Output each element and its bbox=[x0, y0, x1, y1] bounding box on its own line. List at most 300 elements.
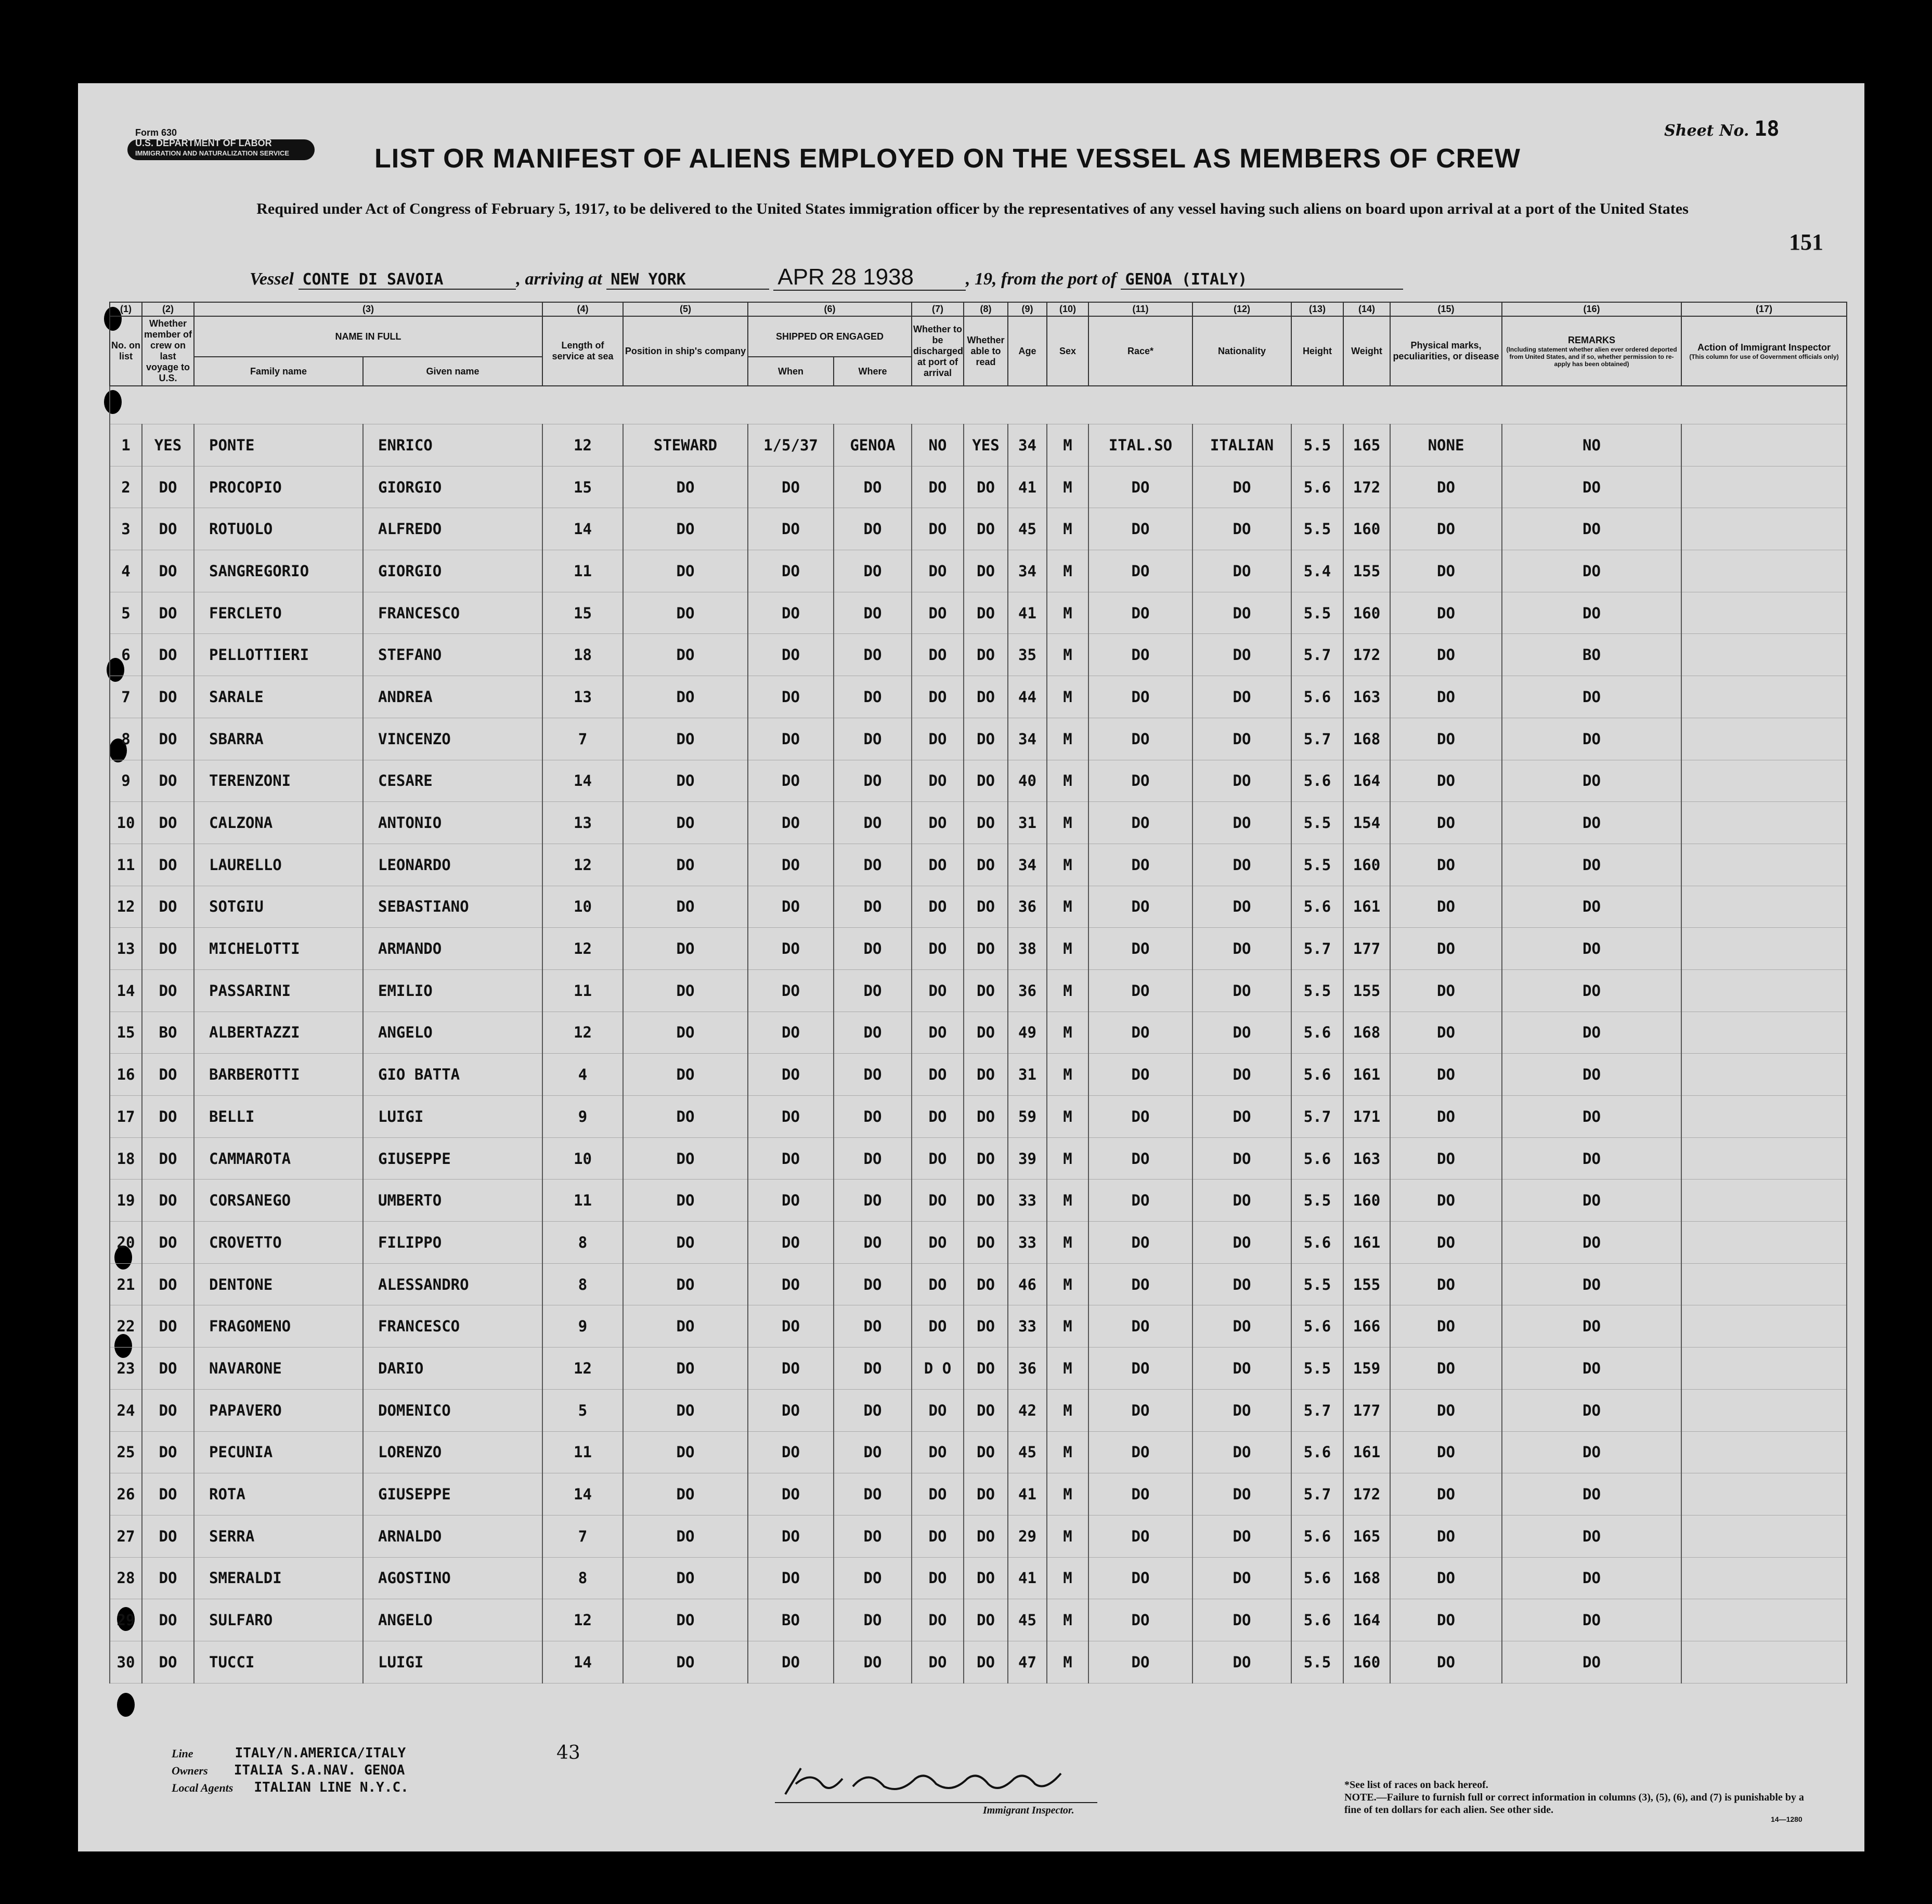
height-cell: 5.5 bbox=[1291, 508, 1343, 550]
shipped-where-cell: DO bbox=[834, 1180, 912, 1222]
service-length-cell: 12 bbox=[542, 844, 623, 886]
page-number: 151 bbox=[1789, 229, 1823, 255]
age-cell: 41 bbox=[1008, 592, 1047, 634]
given-name-cell: VINCENZO bbox=[363, 718, 542, 760]
given-name-cell: GIO BATTA bbox=[363, 1054, 542, 1096]
department-name: U.S. DEPARTMENT OF LABOR bbox=[135, 138, 272, 148]
race-cell: DO bbox=[1088, 928, 1192, 970]
shipped-where-cell: DO bbox=[834, 1557, 912, 1599]
height-cell: 5.5 bbox=[1291, 592, 1343, 634]
action-cell bbox=[1681, 1431, 1847, 1473]
discharged-cell: DO bbox=[912, 550, 964, 592]
crew-member-flag-cell: DO bbox=[142, 1137, 194, 1180]
crew-member-flag-cell: DO bbox=[142, 802, 194, 844]
physical-marks-cell: DO bbox=[1390, 1054, 1502, 1096]
action-title: Action of Immigrant Inspector bbox=[1697, 342, 1831, 353]
crew-member-flag-cell: DO bbox=[142, 1473, 194, 1516]
table-row bbox=[110, 508, 1847, 550]
family-name-cell: SBARRA bbox=[194, 718, 363, 760]
remarks-cell: DO bbox=[1502, 928, 1681, 970]
shipped-when-cell: DO bbox=[748, 1641, 834, 1683]
weight-cell: 163 bbox=[1343, 1137, 1390, 1180]
table-row bbox=[110, 928, 1847, 970]
weight-cell: 160 bbox=[1343, 1641, 1390, 1683]
header-action bbox=[1681, 316, 1847, 386]
remarks-cell: DO bbox=[1502, 1054, 1681, 1096]
action-cell bbox=[1681, 1348, 1847, 1390]
discharged-cell: DO bbox=[912, 718, 964, 760]
weight-cell: 161 bbox=[1343, 1222, 1390, 1264]
remarks-cell: DO bbox=[1502, 844, 1681, 886]
age-cell: 36 bbox=[1008, 886, 1047, 928]
race-cell: DO bbox=[1088, 676, 1192, 718]
age-cell: 29 bbox=[1008, 1515, 1047, 1557]
race-cell: DO bbox=[1088, 1012, 1192, 1054]
height-cell: 5.5 bbox=[1291, 802, 1343, 844]
able-to-read-cell: DO bbox=[964, 928, 1008, 970]
table-row bbox=[110, 886, 1847, 928]
family-name-cell: LAURELLO bbox=[194, 844, 363, 886]
position-cell: DO bbox=[623, 1012, 748, 1054]
header-given: Given name bbox=[363, 357, 542, 386]
age-cell: 45 bbox=[1008, 1431, 1047, 1473]
remarks-cell: DO bbox=[1502, 1180, 1681, 1222]
shipped-when-cell: DO bbox=[748, 802, 834, 844]
header-where: Where bbox=[834, 357, 912, 386]
discharged-cell: DO bbox=[912, 1557, 964, 1599]
shipped-when-cell: DO bbox=[748, 1012, 834, 1054]
given-name-cell: ARMANDO bbox=[363, 928, 542, 970]
shipped-when-cell: DO bbox=[748, 1054, 834, 1096]
sex-cell: M bbox=[1047, 1473, 1088, 1516]
height-cell: 5.5 bbox=[1291, 1180, 1343, 1222]
sheet-value: 18 bbox=[1754, 117, 1780, 141]
races-footnote: *See list of races on back hereof. bbox=[1344, 1779, 1488, 1791]
able-to-read-cell: DO bbox=[964, 1515, 1008, 1557]
able-to-read-cell: DO bbox=[964, 718, 1008, 760]
shipped-where-cell: DO bbox=[834, 592, 912, 634]
position-cell: DO bbox=[623, 1096, 748, 1138]
shipped-where-cell: DO bbox=[834, 1473, 912, 1516]
service-length-cell: 11 bbox=[542, 969, 623, 1012]
col-num: (11) bbox=[1088, 302, 1192, 316]
sex-cell: M bbox=[1047, 1012, 1088, 1054]
shipped-when-cell: 1/5/37 bbox=[748, 424, 834, 467]
position-cell: DO bbox=[623, 969, 748, 1012]
weight-cell: 161 bbox=[1343, 1054, 1390, 1096]
sex-cell: M bbox=[1047, 1096, 1088, 1138]
sheet-label: Sheet No. bbox=[1664, 122, 1749, 140]
action-cell bbox=[1681, 1557, 1847, 1599]
crew-member-flag-cell: DO bbox=[142, 1641, 194, 1683]
sex-cell: M bbox=[1047, 886, 1088, 928]
service-length-cell: 15 bbox=[542, 592, 623, 634]
penalty-note: NOTE.—Failure to furnish full or correct information in columns (3), (5), (6), and (7) is punishable by a fine of ten dollars for each alien. See other side. bbox=[1344, 1792, 1804, 1816]
age-cell: 36 bbox=[1008, 969, 1047, 1012]
able-to-read-cell: DO bbox=[964, 1222, 1008, 1264]
able-to-read-cell: DO bbox=[964, 634, 1008, 676]
weight-cell: 160 bbox=[1343, 508, 1390, 550]
crew-member-flag-cell: DO bbox=[142, 1054, 194, 1096]
height-cell: 5.7 bbox=[1291, 1389, 1343, 1431]
action-cell bbox=[1681, 718, 1847, 760]
action-cell bbox=[1681, 1180, 1847, 1222]
action-cell bbox=[1681, 928, 1847, 970]
service-length-cell: 11 bbox=[542, 1431, 623, 1473]
owners-label: Owners bbox=[172, 1764, 208, 1777]
row-number-cell: 14 bbox=[110, 969, 142, 1012]
row-number-cell: 7 bbox=[110, 676, 142, 718]
height-cell: 5.5 bbox=[1291, 424, 1343, 467]
discharged-cell: DO bbox=[912, 508, 964, 550]
physical-marks-cell: DO bbox=[1390, 1557, 1502, 1599]
discharged-cell: DO bbox=[912, 844, 964, 886]
nationality-cell: DO bbox=[1192, 1389, 1291, 1431]
nationality-cell: DO bbox=[1192, 1431, 1291, 1473]
weight-cell: 155 bbox=[1343, 550, 1390, 592]
remarks-cell: DO bbox=[1502, 1431, 1681, 1473]
crew-member-flag-cell: DO bbox=[142, 760, 194, 802]
weight-cell: 171 bbox=[1343, 1096, 1390, 1138]
action-cell bbox=[1681, 802, 1847, 844]
service-length-cell: 7 bbox=[542, 718, 623, 760]
age-cell: 41 bbox=[1008, 1473, 1047, 1516]
crew-member-flag-cell: DO bbox=[142, 844, 194, 886]
action-cell bbox=[1681, 1222, 1847, 1264]
shipped-where-cell: DO bbox=[834, 1222, 912, 1264]
weight-cell: 172 bbox=[1343, 466, 1390, 508]
family-name-cell: SARALE bbox=[194, 676, 363, 718]
weight-cell: 172 bbox=[1343, 1473, 1390, 1516]
family-name-cell: FERCLETO bbox=[194, 592, 363, 634]
crew-member-flag-cell: DO bbox=[142, 1096, 194, 1138]
discharged-cell: DO bbox=[912, 592, 964, 634]
race-cell: DO bbox=[1088, 592, 1192, 634]
position-cell: DO bbox=[623, 1515, 748, 1557]
weight-cell: 164 bbox=[1343, 760, 1390, 802]
header-discharged: Whether to be discharged at port of arrival bbox=[912, 316, 964, 386]
age-cell: 33 bbox=[1008, 1305, 1047, 1348]
height-cell: 5.5 bbox=[1291, 1641, 1343, 1683]
height-cell: 5.7 bbox=[1291, 1096, 1343, 1138]
family-name-cell: MICHELOTTI bbox=[194, 928, 363, 970]
able-to-read-cell: DO bbox=[964, 1096, 1008, 1138]
header-spacer bbox=[110, 386, 1847, 424]
shipped-when-cell: DO bbox=[748, 1515, 834, 1557]
discharged-cell: DO bbox=[912, 1180, 964, 1222]
table-row bbox=[110, 1473, 1847, 1516]
age-cell: 49 bbox=[1008, 1012, 1047, 1054]
family-name-cell: CORSANEGO bbox=[194, 1180, 363, 1222]
physical-marks-cell: NONE bbox=[1390, 424, 1502, 467]
header-no: No. on list bbox=[110, 316, 142, 386]
remarks-cell: DO bbox=[1502, 1473, 1681, 1516]
height-cell: 5.6 bbox=[1291, 466, 1343, 508]
able-to-read-cell: DO bbox=[964, 1431, 1008, 1473]
table-row bbox=[110, 1389, 1847, 1431]
discharged-cell: DO bbox=[912, 676, 964, 718]
given-name-cell: STEFANO bbox=[363, 634, 542, 676]
crew-member-flag-cell: DO bbox=[142, 928, 194, 970]
col-num: (3) bbox=[194, 302, 542, 316]
nationality-cell: ITALIAN bbox=[1192, 424, 1291, 467]
position-cell: DO bbox=[623, 1137, 748, 1180]
crew-member-flag-cell: DO bbox=[142, 1263, 194, 1305]
header-weight: Weight bbox=[1343, 316, 1390, 386]
shipped-where-cell: DO bbox=[834, 969, 912, 1012]
family-name-cell: CROVETTO bbox=[194, 1222, 363, 1264]
position-cell: DO bbox=[623, 886, 748, 928]
physical-marks-cell: DO bbox=[1390, 1348, 1502, 1390]
given-name-cell: LEONARDO bbox=[363, 844, 542, 886]
nationality-cell: DO bbox=[1192, 1180, 1291, 1222]
crew-member-flag-cell: DO bbox=[142, 1348, 194, 1390]
table-row bbox=[110, 1348, 1847, 1390]
given-name-cell: ANGELO bbox=[363, 1012, 542, 1054]
shipped-when-cell: DO bbox=[748, 1263, 834, 1305]
shipped-when-cell: DO bbox=[748, 676, 834, 718]
able-to-read-cell: DO bbox=[964, 676, 1008, 718]
position-cell: DO bbox=[623, 592, 748, 634]
sex-cell: M bbox=[1047, 550, 1088, 592]
family-name-cell: BARBEROTTI bbox=[194, 1054, 363, 1096]
given-name-cell: LUIGI bbox=[363, 1641, 542, 1683]
position-cell: DO bbox=[623, 550, 748, 592]
nationality-cell: DO bbox=[1192, 802, 1291, 844]
given-name-cell: ENRICO bbox=[363, 424, 542, 467]
document-title: LIST OR MANIFEST OF ALIENS EMPLOYED ON THE VESSEL AS MEMBERS OF CREW bbox=[374, 144, 1521, 174]
service-length-cell: 12 bbox=[542, 424, 623, 467]
line-value: ITALY/N.AMERICA/ITALY bbox=[235, 1745, 406, 1761]
nationality-cell: DO bbox=[1192, 718, 1291, 760]
height-cell: 5.6 bbox=[1291, 1222, 1343, 1264]
age-cell: 46 bbox=[1008, 1263, 1047, 1305]
able-to-read-cell: DO bbox=[964, 969, 1008, 1012]
age-cell: 44 bbox=[1008, 676, 1047, 718]
table-row bbox=[110, 1012, 1847, 1054]
header-remarks bbox=[1502, 316, 1681, 386]
race-cell: DO bbox=[1088, 1389, 1192, 1431]
remarks-cell: DO bbox=[1502, 1599, 1681, 1641]
sex-cell: M bbox=[1047, 1222, 1088, 1264]
family-name-cell: PECUNIA bbox=[194, 1431, 363, 1473]
shipped-where-cell: DO bbox=[834, 1389, 912, 1431]
col-num: (14) bbox=[1343, 302, 1390, 316]
service-length-cell: 9 bbox=[542, 1096, 623, 1138]
shipped-when-cell: DO bbox=[748, 1222, 834, 1264]
weight-cell: 165 bbox=[1343, 1515, 1390, 1557]
family-name-cell: PROCOPIO bbox=[194, 466, 363, 508]
sex-cell: M bbox=[1047, 1305, 1088, 1348]
age-cell: 41 bbox=[1008, 466, 1047, 508]
family-name-cell: PELLOTTIERI bbox=[194, 634, 363, 676]
age-cell: 47 bbox=[1008, 1641, 1047, 1683]
able-to-read-cell: DO bbox=[964, 1389, 1008, 1431]
header-nationality: Nationality bbox=[1192, 316, 1291, 386]
action-note: (This column for use of Government officials only) bbox=[1689, 353, 1839, 360]
service-length-cell: 18 bbox=[542, 634, 623, 676]
row-number-cell: 30 bbox=[110, 1641, 142, 1683]
sex-cell: M bbox=[1047, 1348, 1088, 1390]
crew-member-flag-cell: DO bbox=[142, 886, 194, 928]
row-number-cell: 16 bbox=[110, 1054, 142, 1096]
age-cell: 33 bbox=[1008, 1180, 1047, 1222]
remarks-cell: BO bbox=[1502, 634, 1681, 676]
able-to-read-cell: DO bbox=[964, 1641, 1008, 1683]
header-read: Whether able to read bbox=[964, 316, 1008, 386]
table-row bbox=[110, 550, 1847, 592]
sex-cell: M bbox=[1047, 969, 1088, 1012]
discharged-cell: DO bbox=[912, 969, 964, 1012]
service-length-cell: 8 bbox=[542, 1557, 623, 1599]
shipped-where-cell: DO bbox=[834, 1096, 912, 1138]
race-cell: DO bbox=[1088, 1473, 1192, 1516]
discharged-cell: DO bbox=[912, 466, 964, 508]
crew-member-flag-cell: YES bbox=[142, 424, 194, 467]
service-length-cell: 11 bbox=[542, 550, 623, 592]
given-name-cell: ALESSANDRO bbox=[363, 1263, 542, 1305]
height-cell: 5.7 bbox=[1291, 634, 1343, 676]
physical-marks-cell: DO bbox=[1390, 1431, 1502, 1473]
shipped-where-cell: DO bbox=[834, 550, 912, 592]
height-cell: 5.6 bbox=[1291, 676, 1343, 718]
form-number: Form 630 bbox=[135, 127, 177, 138]
table-row bbox=[110, 844, 1847, 886]
family-name-cell: SOTGIU bbox=[194, 886, 363, 928]
physical-marks-cell: DO bbox=[1390, 676, 1502, 718]
height-cell: 5.6 bbox=[1291, 1054, 1343, 1096]
col-num: (15) bbox=[1390, 302, 1502, 316]
discharged-cell: DO bbox=[912, 1054, 964, 1096]
remarks-cell: DO bbox=[1502, 1096, 1681, 1138]
position-cell: DO bbox=[623, 466, 748, 508]
race-cell: DO bbox=[1088, 1348, 1192, 1390]
sex-cell: M bbox=[1047, 1557, 1088, 1599]
weight-cell: 154 bbox=[1343, 802, 1390, 844]
remarks-cell: DO bbox=[1502, 466, 1681, 508]
position-cell: DO bbox=[623, 634, 748, 676]
crew-member-flag-cell: DO bbox=[142, 1599, 194, 1641]
family-name-cell: TERENZONI bbox=[194, 760, 363, 802]
table-row bbox=[110, 969, 1847, 1012]
nationality-cell: DO bbox=[1192, 969, 1291, 1012]
action-cell bbox=[1681, 1263, 1847, 1305]
discharged-cell: DO bbox=[912, 1305, 964, 1348]
table-row bbox=[110, 1222, 1847, 1264]
race-cell: DO bbox=[1088, 1431, 1192, 1473]
action-cell bbox=[1681, 1389, 1847, 1431]
height-cell: 5.5 bbox=[1291, 969, 1343, 1012]
position-cell: DO bbox=[623, 1431, 748, 1473]
physical-marks-cell: DO bbox=[1390, 969, 1502, 1012]
service-name: IMMIGRATION AND NATURALIZATION SERVICE bbox=[135, 149, 290, 157]
row-number-cell: 1 bbox=[110, 424, 142, 467]
position-cell: DO bbox=[623, 1641, 748, 1683]
discharged-cell: DO bbox=[912, 1096, 964, 1138]
able-to-read-cell: DO bbox=[964, 1054, 1008, 1096]
row-number-cell: 15 bbox=[110, 1012, 142, 1054]
sex-cell: M bbox=[1047, 676, 1088, 718]
family-name-cell: CAMMAROTA bbox=[194, 1137, 363, 1180]
height-cell: 5.6 bbox=[1291, 1305, 1343, 1348]
physical-marks-cell: DO bbox=[1390, 1137, 1502, 1180]
row-number-cell: 6 bbox=[110, 634, 142, 676]
header-member: Whether member of crew on last voyage to U.S. bbox=[142, 316, 194, 386]
position-cell: DO bbox=[623, 760, 748, 802]
remarks-cell: DO bbox=[1502, 1137, 1681, 1180]
crew-member-flag-cell: DO bbox=[142, 718, 194, 760]
given-name-cell: CESARE bbox=[363, 760, 542, 802]
given-name-cell: ANGELO bbox=[363, 1599, 542, 1641]
table-row bbox=[110, 592, 1847, 634]
shipped-when-cell: DO bbox=[748, 760, 834, 802]
row-number-cell: 18 bbox=[110, 1137, 142, 1180]
col-num: (16) bbox=[1502, 302, 1681, 316]
given-name-cell: ARNALDO bbox=[363, 1515, 542, 1557]
sex-cell: M bbox=[1047, 634, 1088, 676]
from-label: , from the port of bbox=[992, 269, 1117, 289]
race-cell: DO bbox=[1088, 1515, 1192, 1557]
shipped-when-cell: DO bbox=[748, 1473, 834, 1516]
nationality-cell: DO bbox=[1192, 1305, 1291, 1348]
action-cell bbox=[1681, 886, 1847, 928]
row-number-cell: 4 bbox=[110, 550, 142, 592]
nationality-cell: DO bbox=[1192, 760, 1291, 802]
sex-cell: M bbox=[1047, 466, 1088, 508]
family-name-cell: NAVARONE bbox=[194, 1348, 363, 1390]
shipped-where-cell: GENOA bbox=[834, 424, 912, 467]
crew-manifest-table bbox=[109, 302, 1847, 1683]
physical-marks-cell: DO bbox=[1390, 1473, 1502, 1516]
owners-value: ITALIA S.A.NAV. GENOA bbox=[234, 1763, 405, 1778]
family-name-cell: SULFARO bbox=[194, 1599, 363, 1641]
sex-cell: M bbox=[1047, 1180, 1088, 1222]
row-number-cell: 8 bbox=[110, 718, 142, 760]
physical-marks-cell: DO bbox=[1390, 1515, 1502, 1557]
able-to-read-cell: DO bbox=[964, 1473, 1008, 1516]
physical-marks-cell: DO bbox=[1390, 1599, 1502, 1641]
age-cell: 45 bbox=[1008, 1599, 1047, 1641]
discharged-cell: DO bbox=[912, 1137, 964, 1180]
shipped-where-cell: DO bbox=[834, 760, 912, 802]
header-race: Race* bbox=[1088, 316, 1192, 386]
age-cell: 41 bbox=[1008, 1557, 1047, 1599]
row-number-cell: 28 bbox=[110, 1557, 142, 1599]
discharged-cell: DO bbox=[912, 1012, 964, 1054]
physical-marks-cell: DO bbox=[1390, 1305, 1502, 1348]
row-number-cell: 20 bbox=[110, 1222, 142, 1264]
action-cell bbox=[1681, 508, 1847, 550]
col-num: (5) bbox=[623, 302, 748, 316]
height-cell: 5.6 bbox=[1291, 1012, 1343, 1054]
physical-marks-cell: DO bbox=[1390, 634, 1502, 676]
given-name-cell: ANTONIO bbox=[363, 802, 542, 844]
inspector-signature bbox=[780, 1763, 1077, 1799]
weight-cell: 168 bbox=[1343, 718, 1390, 760]
weight-cell: 161 bbox=[1343, 886, 1390, 928]
height-cell: 5.7 bbox=[1291, 718, 1343, 760]
header-shipped: SHIPPED OR ENGAGED bbox=[748, 316, 912, 357]
weight-cell: 172 bbox=[1343, 634, 1390, 676]
shipped-where-cell: DO bbox=[834, 1054, 912, 1096]
race-cell: DO bbox=[1088, 1641, 1192, 1683]
race-cell: DO bbox=[1088, 1222, 1192, 1264]
row-number-cell: 12 bbox=[110, 886, 142, 928]
service-length-cell: 15 bbox=[542, 466, 623, 508]
service-length-cell: 8 bbox=[542, 1263, 623, 1305]
nationality-cell: DO bbox=[1192, 1515, 1291, 1557]
row-number-cell: 2 bbox=[110, 466, 142, 508]
